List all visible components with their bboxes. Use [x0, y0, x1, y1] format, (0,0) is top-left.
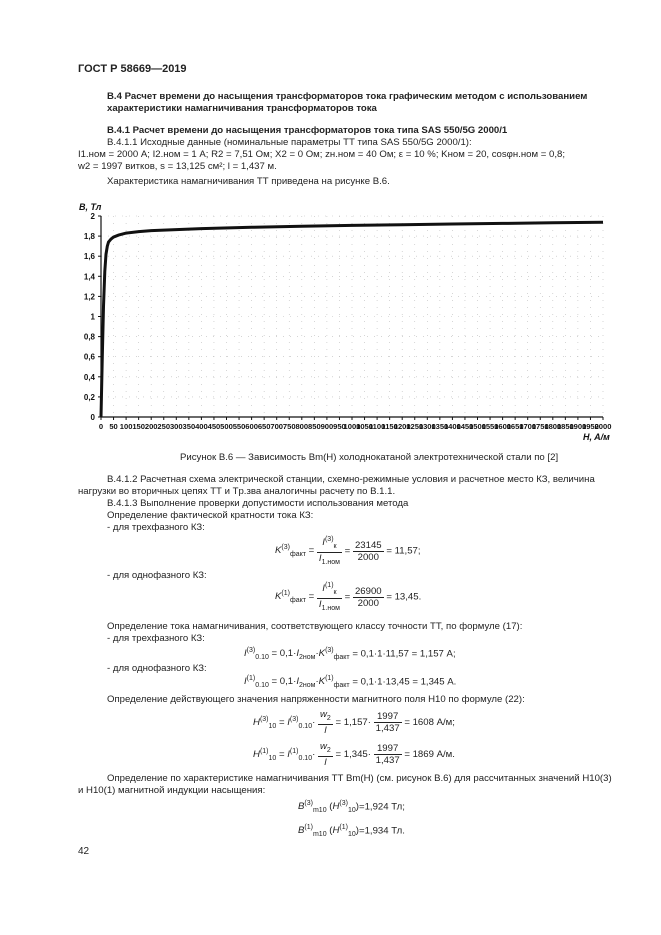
- current-three-phase: - для трехфазного КЗ:: [107, 633, 205, 644]
- x-tick-label: 1500: [469, 422, 486, 431]
- b412-line2: нагрузки во вторичных цепях ТТ и Tр.зва аналогичны расчету по В.1.1.: [78, 486, 396, 497]
- x-tick-label: 2000: [594, 422, 612, 431]
- b413-single-phase: - для однофазного КЗ:: [107, 570, 207, 581]
- x-tick-label: 450: [207, 422, 221, 431]
- b3-result: =1,924 Тл;: [358, 801, 405, 813]
- section-b4-title-line1: В.4 Расчет времени до насыщения трансформаторов тока графическим методом с использованием: [107, 91, 588, 102]
- formula-b-3: $B^{(3)}_{m10}$ $(H^{(3)}_{10})=1,924$ Тл;: [298, 800, 405, 815]
- k1-denominator: 2000: [357, 597, 379, 609]
- x-tick-label: 300: [169, 422, 183, 431]
- x-tick-label: 650: [257, 422, 271, 431]
- h3-numerator: 1997: [374, 711, 402, 723]
- h1-result: = 1869 А/м.: [404, 748, 455, 760]
- x-tick-label: 1200: [393, 422, 411, 431]
- formula-b-1: $B^{(1)}_{m10}$ $(H^{(1)}_{10})=1,934$ Тл.: [298, 824, 405, 839]
- magnetization-chart: [70, 196, 630, 446]
- x-tick-label: 600: [245, 422, 258, 431]
- h1-coef: = 1,345·: [335, 748, 371, 760]
- k3-result: = 11,57;: [386, 545, 421, 557]
- x-tick-label: 1550: [481, 422, 499, 431]
- x-tick-label: 50: [109, 422, 118, 431]
- chart-grid: [101, 216, 603, 417]
- b413-line2: Определение фактической кратности тока КЗ:: [107, 510, 314, 521]
- h3-result: = 1608 А/м;: [404, 716, 455, 728]
- b411-line2: I1.ном = 2000 А; I2.ном = 1 А; R2 = 7,51 Ом; X2 = 0 Ом; zн.ном = 40 Ом; ε = 10 %; Kном = 20, cosφн.ном = 0,8;: [78, 149, 566, 160]
- page-number: 42: [78, 846, 90, 857]
- x-tick-label: 1150: [381, 422, 398, 431]
- k3-numerator: 23145: [354, 539, 382, 551]
- i1-result: = 0,1·1·13,45 = 1,345 А.: [352, 676, 457, 688]
- x-tick-label: 150: [132, 422, 145, 431]
- x-tick-label: 1350: [431, 422, 449, 431]
- y-tick-label: 1,6: [83, 252, 95, 262]
- x-tick-label: 400: [195, 422, 208, 431]
- y-axis-label: B, Тл: [79, 202, 102, 212]
- b411-line3: w2 = 1997 витков, s = 13,125 см²; l = 1,437 м.: [78, 161, 277, 172]
- h10-line1: Определение действующего значения напряженности магнитного поля H10 по формуле (22):: [107, 694, 525, 705]
- x-tick-label: 1600: [494, 422, 512, 431]
- h1-denominator: 1,437: [375, 754, 400, 766]
- x-tick-label: 850: [308, 422, 321, 431]
- y-tick-labels: [84, 212, 96, 422]
- section-b41-title: В.4.1 Расчет времени до насыщения трансформаторов тока типа SAS 550/5G 2000/1: [107, 125, 508, 136]
- y-tick-label: 0,8: [83, 332, 95, 342]
- x-tick-label: 800: [295, 422, 309, 431]
- formula-i-3: $I^{(3)}_{0.10} = 0,1\cdot I_{2ном}\cdot K^{(3)}_{факт} = 0,1\cdot 1\cdot 11,57 = 1,157$ А;: [244, 647, 456, 662]
- b411-line4: Характеристика намагничивания ТТ приведена на рисунке В.6.: [107, 176, 390, 187]
- y-tick-label: 1,8: [83, 232, 95, 242]
- bm-line1: Определение по характеристике намагничивания ТТ Bm(H) (см. рисунок В.6) для рассчитанных значений H10(3): [107, 773, 612, 784]
- x-tick-label: 1900: [569, 422, 587, 431]
- k1-numerator: 26900: [354, 585, 382, 597]
- formula-k-fact-3: $K^{(3)}_{факт}$ = $\frac{I^{(3)}_к}{I_{1.ном}}$ = $\frac{23145}{2000}$ = 11,57;: [275, 536, 421, 566]
- current-single-phase: - для однофазного КЗ:: [107, 663, 207, 674]
- x-tick-label: 900: [320, 422, 334, 431]
- x-tick-label: 1300: [418, 422, 436, 431]
- h3-denominator: 1,437: [375, 722, 400, 734]
- x-tick-label: 1050: [356, 422, 374, 431]
- x-tick-label: 100: [119, 422, 133, 431]
- x-tick-labels: [99, 422, 612, 431]
- b413-line1: В.4.1.3 Выполнение проверки допустимости использования метода: [107, 498, 409, 509]
- formula-h-3: $H^{(3)}_{10} = I^{(3)}_{0.10}\cdot$ $\frac{w_2}{l}$ = 1,157· $\frac{1997}{1,437}$ = 1608 А/м;: [253, 709, 455, 736]
- chart-axes: [98, 216, 603, 420]
- x-tick-label: 550: [232, 422, 246, 431]
- x-tick-label: 500: [220, 422, 233, 431]
- y-tick-label: 0: [90, 413, 95, 422]
- x-tick-label: 1000: [343, 422, 361, 431]
- x-tick-label: 1700: [519, 422, 537, 431]
- b1-result: =1,934 Тл.: [358, 825, 405, 837]
- k3-denominator: 2000: [357, 551, 379, 563]
- x-tick-label: 1950: [581, 422, 599, 431]
- x-axis-label: H, A/м: [583, 432, 610, 442]
- h3-coef: = 1,157·: [335, 716, 371, 728]
- x-tick-label: 1750: [531, 422, 549, 431]
- bm-line2: и H10(1) магнитной индукции насыщения:: [78, 785, 266, 796]
- y-tick-label: 0,6: [83, 352, 95, 362]
- x-tick-label: 1850: [556, 422, 574, 431]
- y-tick-label: 2: [90, 212, 95, 221]
- y-tick-label: 1,4: [83, 272, 95, 282]
- h1-numerator: 1997: [374, 743, 402, 755]
- x-tick-label: 350: [182, 422, 196, 431]
- figure-caption: Рисунок В.6 — Зависимость Bm(H) холоднокатаной электротехнической стали по [2]: [180, 452, 559, 463]
- b412-line1: В.4.1.2 Расчетная схема электрической станции, схемно-режимные условия и расчетное место КЗ, величина: [107, 474, 595, 485]
- x-tick-label: 250: [157, 422, 171, 431]
- formula-k-fact-1: $K^{(1)}_{факт}$ = $\frac{I^{(1)}_к}{I_{1.ном}}$ = $\frac{26900}{2000}$ = 13,45.: [275, 582, 422, 612]
- section-b4-title-line2: характеристики намагничивания трансформаторов тока: [107, 103, 377, 114]
- formula-h-1: $H^{(1)}_{10} = I^{(1)}_{0.10}\cdot$ $\frac{w_2}{l}$ = 1,345· $\frac{1997}{1,437}$ = 1869 А/м.: [253, 741, 455, 768]
- x-tick-label: 1450: [456, 422, 474, 431]
- k1-result: = 13,45.: [386, 591, 422, 603]
- y-tick-label: 0,2: [83, 392, 95, 402]
- standard-header: ГОСТ Р 58669—2019: [78, 63, 187, 75]
- formula-i-1: $I^{(1)}_{0.10} = 0,1\cdot I_{2ном}\cdot K^{(1)}_{факт} = 0,1\cdot 1\cdot 13,45 = 1,345$ А.: [244, 675, 457, 690]
- x-tick-label: 0: [98, 422, 104, 431]
- b411-line1: В.4.1.1 Исходные данные (номинальные параметры ТТ типа SAS 550/5G 2000/1):: [107, 137, 472, 148]
- y-tick-label: 0,4: [83, 372, 95, 382]
- y-tick-label: 1,2: [83, 292, 95, 302]
- x-tick-label: 1650: [506, 422, 524, 431]
- current-line1: Определение тока намагничивания, соответствующего классу точности ТТ, по формуле (17):: [107, 621, 523, 632]
- x-tick-label: 1250: [406, 422, 424, 431]
- x-tick-label: 200: [144, 422, 158, 431]
- x-tick-label: 1800: [544, 422, 562, 431]
- x-tick-label: 750: [282, 422, 296, 431]
- x-tick-label: 1100: [368, 422, 386, 431]
- i3-result: = 0,1·1·11,57 = 1,157 А;: [352, 648, 456, 660]
- b413-three-phase: - для трехфазного КЗ:: [107, 522, 205, 533]
- x-tick-label: 950: [333, 422, 346, 431]
- x-tick-label: 1400: [443, 422, 461, 431]
- y-tick-label: 1: [90, 312, 95, 322]
- x-tick-label: 700: [270, 422, 284, 431]
